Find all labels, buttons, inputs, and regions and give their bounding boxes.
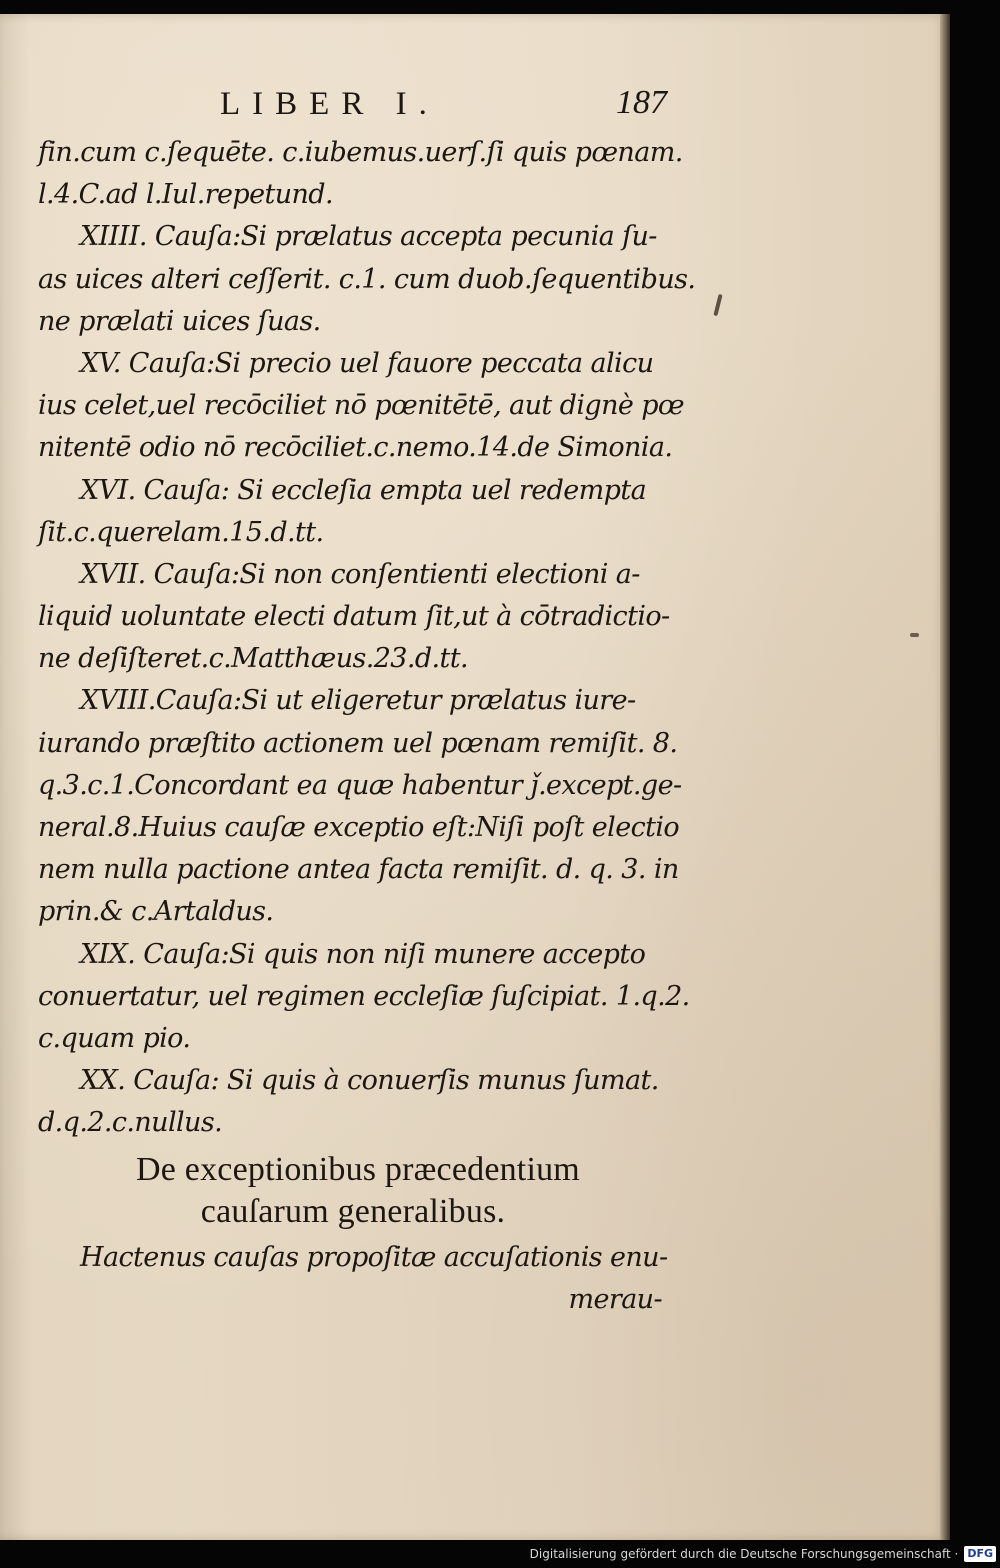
page-text-block (38, 82, 696, 1321)
text-line: XX. Cauſa: Si quis à conuerſis munus ſumat. (80, 1065, 659, 1097)
text-line: ne deſiſteret.c.Matthæus.23.d.tt. (38, 643, 469, 675)
text-line: c.quam pio. (38, 1022, 191, 1054)
text-line: ſit.c.querelam.15.d.tt. (38, 516, 324, 548)
text-line: q.3.c.1.Concordant ea quæ habentur ǰ.except.ge- (38, 769, 682, 801)
section-heading-line-2: cauſarum generalibus. (200, 1192, 506, 1230)
closing-text (38, 1237, 668, 1321)
text-line: nitentē odio nō recōciliet.c.nemo.14.de Simonia. (38, 432, 673, 464)
digitization-footer (530, 1544, 996, 1564)
text-line: XVI. Cauſa: Si eccleſia empta uel redempta (80, 474, 647, 506)
dfg-logo-icon: DFG (964, 1546, 996, 1562)
text-line: l.4.C.ad l.Iul.repetund. (38, 179, 333, 211)
running-head (38, 82, 668, 130)
text-line: merau- (568, 1283, 662, 1315)
text-line: conuertatur, uel regimen eccleſiæ ſuſcipiat. 1.q.2. (38, 980, 690, 1012)
text-line: XIX. Cauſa:Si quis non niſi munere accepto (80, 938, 646, 970)
text-line: iurando præſtito actionem uel pœnam remiſit. 8. (38, 727, 678, 759)
text-line: neral.8.Huius cauſæ exceptio eſt:Niſi poſt electio (38, 812, 680, 843)
text-line: ius celet,uel recōciliet nō pœnitētē, aut dignè pœ (38, 390, 685, 422)
footer-credit: Digitalisierung gefördert durch die Deutsche Forschungsgemeinschaft · (529, 1547, 959, 1561)
text-line: ne prælati uices ſuas. (38, 305, 321, 337)
ink-dot (910, 633, 919, 637)
body-text (38, 132, 696, 1145)
text-line: XIIII. Cauſa:Si prælatus accepta pecunia ſu- (80, 221, 657, 253)
section-heading-line-1: De exceptionibus præcedentium (136, 1150, 580, 1188)
page-number: 187 (616, 84, 667, 121)
running-title: LIBER I. (220, 86, 439, 122)
ink-mark (713, 294, 722, 316)
text-line: liquid uoluntate electi datum ſit,ut à cōtradictio- (38, 601, 670, 633)
text-line: Hactenus cauſas propoſitæ accuſationis enu- (80, 1241, 668, 1273)
text-line: nem nulla pactione antea facta remiſit. d. q. 3. in (38, 854, 679, 886)
page-edge (940, 14, 950, 1540)
text-line: XVII. Cauſa:Si non conſentienti electioni a- (80, 558, 640, 590)
text-line: prin.& c.Artaldus. (38, 896, 274, 928)
text-line: d.q.2.c.nullus. (38, 1107, 223, 1139)
text-line: XVIII.Cauſa:Si ut eligeretur prælatus iure- (80, 685, 636, 717)
book-page (0, 14, 948, 1540)
text-line: as uices alteri ceſſerit. c.1. cum duob.ſequentibus. (38, 263, 696, 295)
text-line: fin.cum c.ſequēte. c.iubemus.uerſ.ſi quis pœnam. (38, 137, 683, 168)
text-line: XV. Cauſa:Si precio uel fauore peccata alicu (80, 347, 654, 379)
